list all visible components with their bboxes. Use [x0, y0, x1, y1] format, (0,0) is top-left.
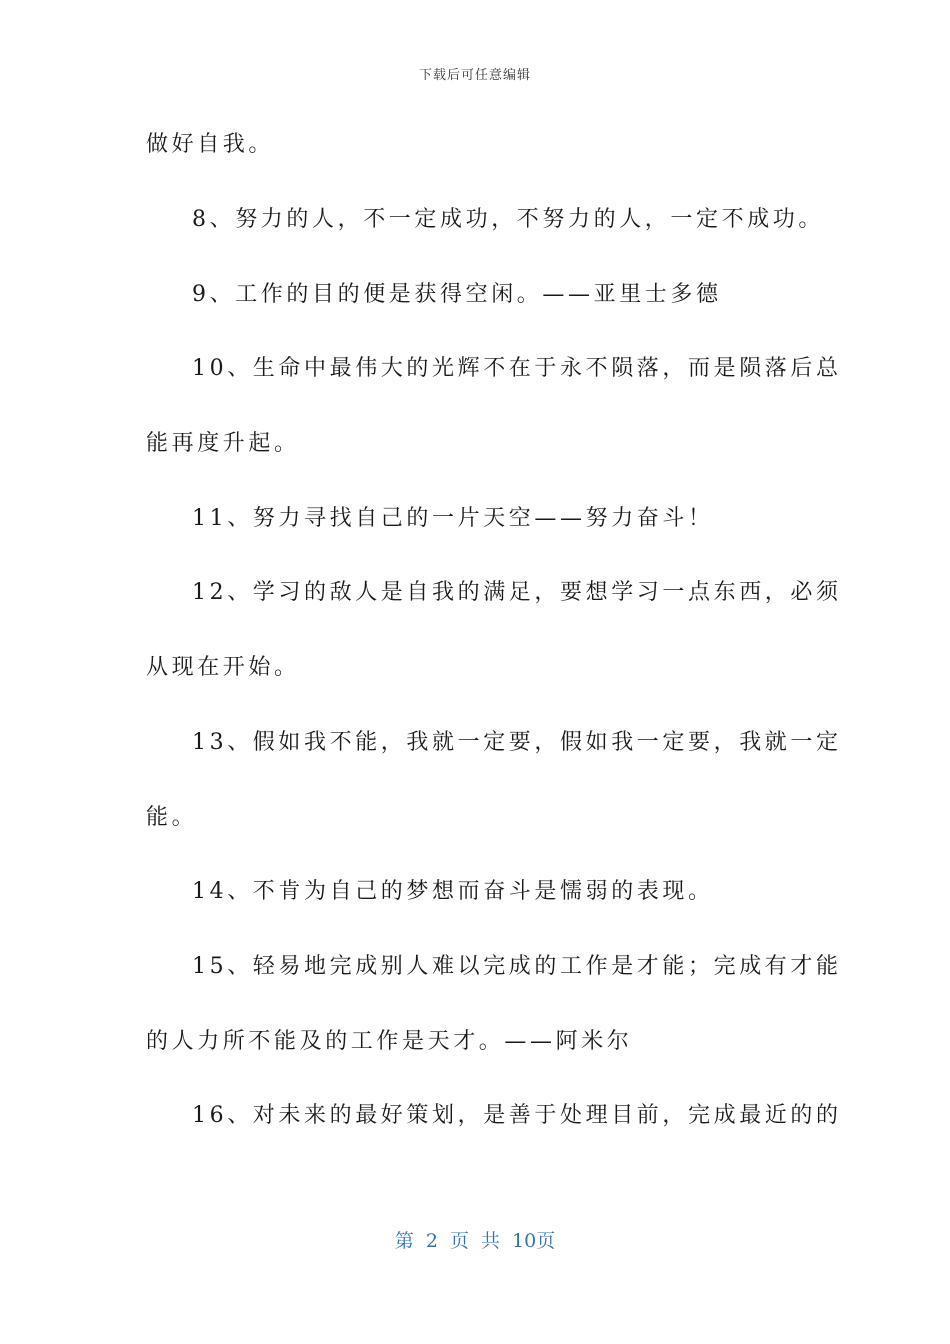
text-line: 的人力所不能及的工作是天才。——阿米尔	[146, 1029, 633, 1054]
text-line: 8、努力的人，不一定成功，不努力的人，一定不成功。	[192, 207, 824, 232]
text-line: 10、生命中最伟大的光辉不在于永不陨落，而是陨落后总	[192, 356, 842, 381]
text-line: 15、轻易地完成别人难以完成的工作是才能；完成有才能	[192, 954, 842, 979]
text-line: 12、学习的敌人是自我的满足，要想学习一点东西，必须	[192, 580, 842, 605]
page-footer: 第 2 页 共 10页	[394, 1230, 556, 1252]
text-line: 9、工作的目的便是获得空闲。——亚里士多德	[192, 282, 722, 307]
page-header: 下载后可任意编辑	[418, 68, 531, 83]
text-line: 14、不肯为自己的梦想而奋斗是懦弱的表现。	[192, 879, 714, 904]
text-line: 做好自我。	[146, 132, 275, 157]
text-line: 11、努力寻找自己的一片天空——努力奋斗！	[192, 506, 714, 531]
text-line: 能再度升起。	[146, 431, 300, 456]
text-line: 从现在开始。	[146, 655, 300, 680]
text-line: 能。	[146, 805, 198, 830]
text-line: 13、假如我不能，我就一定要，假如我一定要，我就一定	[192, 730, 842, 755]
text-line: 16、对未来的最好策划，是善于处理目前，完成最近的的	[192, 1103, 842, 1128]
